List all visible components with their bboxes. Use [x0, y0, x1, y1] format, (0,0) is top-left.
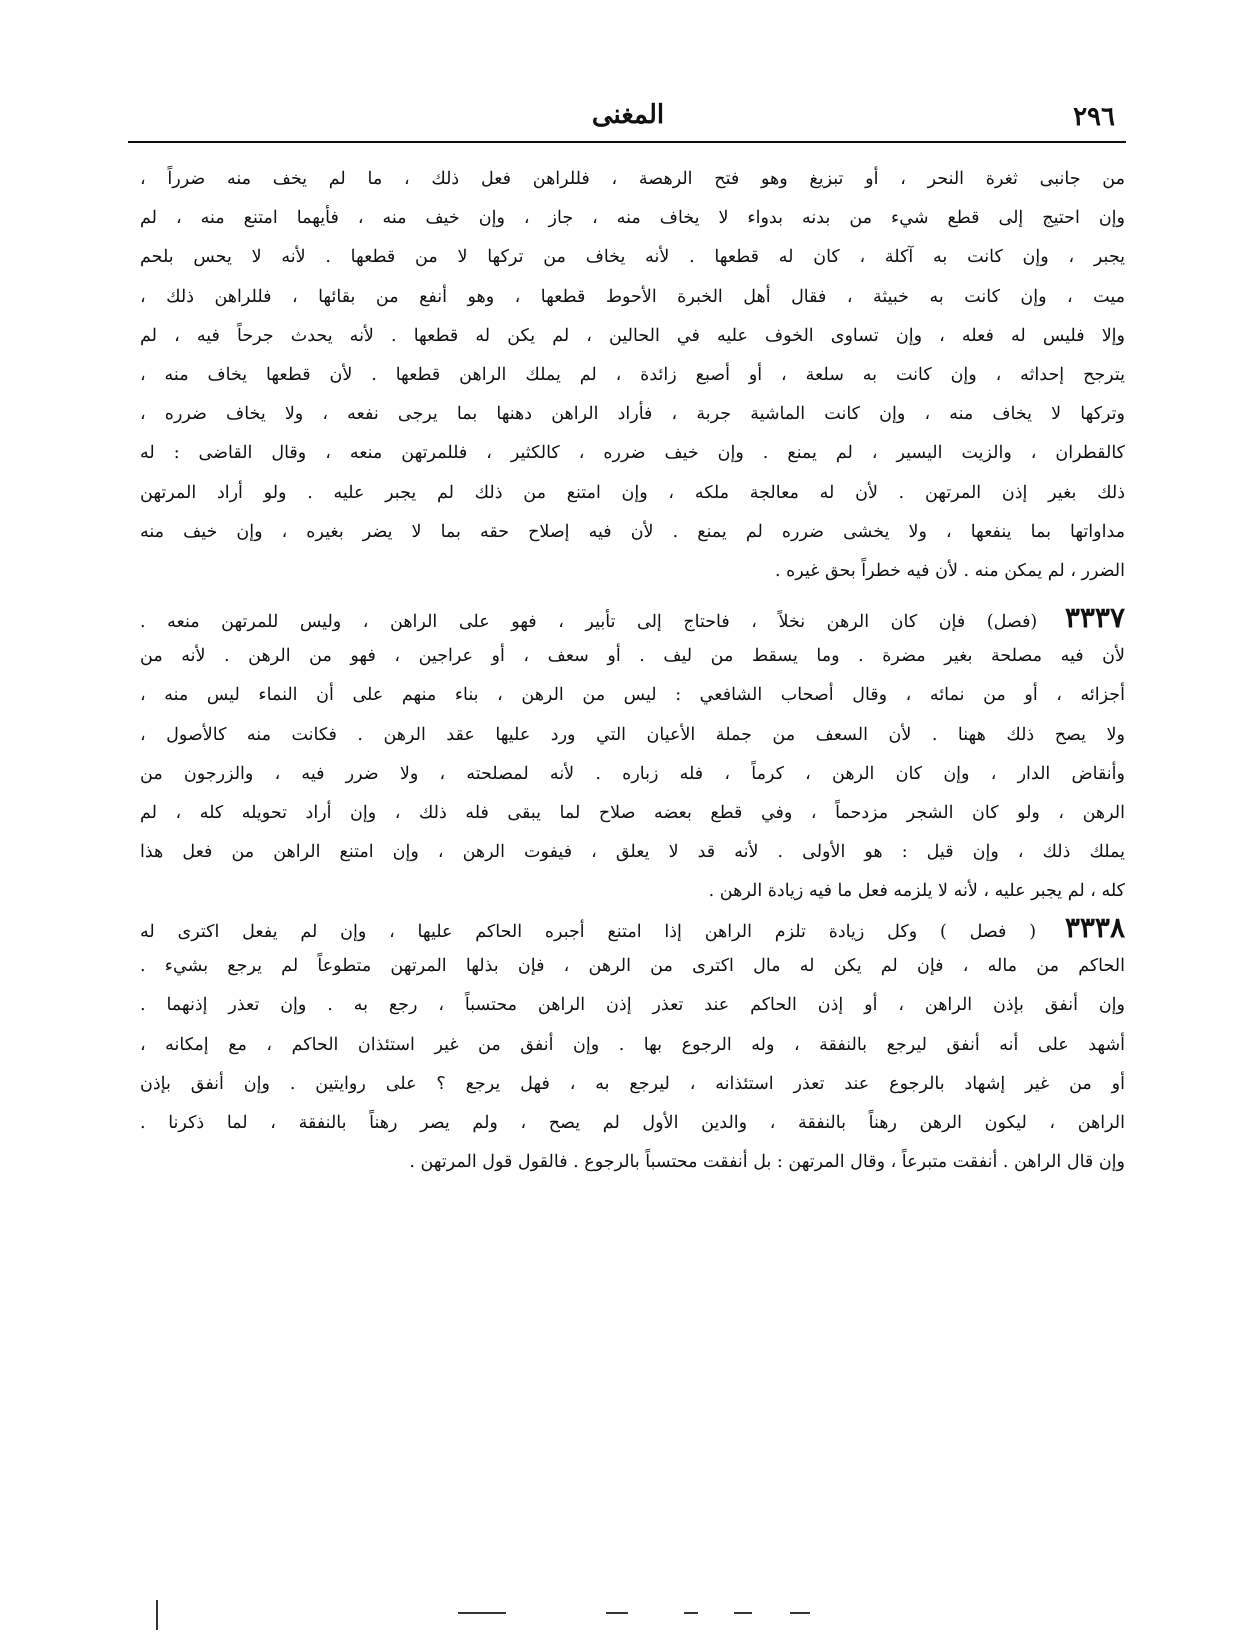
margin-scan-mark — [156, 1600, 158, 1630]
text-line: كالقطران ، والزيت اليسير ، لم يمنع . وإن خيف ضرره ، كالكثير ، فللمرتهن منعه ، وقال القاضى : له — [140, 443, 1125, 464]
text-line: ذلك بغير إذن المرتهن . لأن له معالجة ملكه ، وإن امتنع من ذلك لم يجبر عليه . ولو أراد المرتهن — [140, 482, 1125, 503]
book-title: المغنى — [591, 100, 665, 130]
text-line: ( فصل ) وكل زيادة تلزم الراهن إذا امتنع أجبره الحاكم عليها ، وإن لم يفعل اكترى له — [140, 922, 1037, 942]
text-line: (فصل) فإن كان الرهن نخلاً ، فاحتاج إلى تأبير ، فهو على الراهن ، وليس للمرتهن منعه . — [140, 612, 1038, 632]
section-number: ٣٣٣٧ — [1064, 601, 1125, 634]
text-line: الرهن ، ولو كان الشجر مزدحماً ، وفي قطع بعضه صلاح لما يبقى فله ذلك ، وإن أراد تحويله كله ، لم — [140, 802, 1125, 823]
text-line: وتركها لا يخاف منه ، وإن كانت الماشية جربة ، فأراد الراهن دهنها بما يرجى نفعه ، ولا يخاف ضرره ، — [140, 404, 1125, 425]
paragraph-1 — [140, 160, 1125, 591]
text-line: يجبر ، وإن كانت به آكلة ، كان له قطعها . لأنه يخاف من تركها لا من قطعها . لأنه لا يحس بلحم — [140, 247, 1125, 268]
text-line: وإن أنفق بإذن الراهن ، أو إذن الحاكم عند تعذر إذن الراهن محتسباً ، رجع به . وإن تعذر إذنهما . — [140, 995, 1125, 1016]
header-rule — [128, 141, 1126, 143]
footer-scan-mark — [606, 1612, 628, 1614]
text-line: أجزائه ، أو من نمائه ، وقال أصحاب الشافعي : ليس من الرهن ، بناء منهم على أن النماء ليس منه ، — [140, 685, 1125, 706]
text-line: يترجح إحداثه ، وإن كانت به سلعة ، أو أصبع زائدة ، لم يملك الراهن قطعها . لأن قطعها يخاف منه ، — [140, 364, 1125, 385]
text-line: الراهن ، ليكون الرهن رهناً بالنفقة ، والدين الأول لم يصح ، ولم يصر رهناً بالنفقة ، لما ذكرنا . — [140, 1112, 1125, 1133]
text-line: كله ، لم يجبر عليه ، لأنه لا يلزمه فعل ما فيه زيادة الرهن . — [708, 881, 1125, 902]
text-line: أشهد على أنه أنفق ليرجع بالنفقة ، وله الرجوع بها . وإن أنفق من غير استئذان الحاكم ، مع إمكانه ، — [140, 1034, 1125, 1055]
text-line: وإن احتيج إلى قطع شيء من بدنه بدواء لا يخاف منه ، جاز ، وإن خيف منه ، فأيهما امتنع منه ، لم — [140, 208, 1125, 229]
text-line: وأنقاض الدار ، وإن كان الرهن ، كرماً ، فله زباره . لأنه لمصلحته ، ولا ضرر فيه ، والزرجون من — [140, 763, 1125, 784]
text-line: لأن فيه مصلحة بغير مضرة . وما يسقط من ليف . أو سعف ، أو عراجين ، فهو من الرهن . لأنه من — [140, 646, 1125, 667]
section-3338 — [140, 908, 1125, 1182]
text-line: ولا يصح ذلك ههنا . لأن السعف من جملة الأعيان التي ورد عليها عقد الرهن . فكانت منه كالأصول ، — [140, 724, 1125, 745]
text-line: مداواتها بما ينفعها ، ولا يخشى ضرره لم يمنع . لأن فيه إصلاح حقه بما لا يضر بغيره ، وإن خيف منه — [140, 521, 1125, 542]
text-line: وإن قال الراهن . أنفقت متبرعاً ، وقال المرتهن : بل أنفقت محتسباً بالرجوع . فالقول قول المرتهن . — [409, 1152, 1125, 1173]
text-line: الضرر ، لم يمكن منه . لأن فيه خطراً بحق غيره . — [775, 560, 1125, 581]
text-line: وإلا فليس له فعله ، وإن تساوى الخوف عليه في الحالين ، لم يكن له قطعها . لأنه يحدث جرحاً فيه ، لم — [140, 325, 1125, 346]
page-header — [133, 96, 1123, 136]
footer-scan-mark — [790, 1612, 810, 1614]
text-line: يملك ذلك ، وإن قيل : هو الأولى . لأنه قد لا يعلق ، فيفوت الرهن ، وإن امتنع الراهن من فعل هذا — [140, 842, 1125, 863]
section-first-line — [140, 598, 1125, 637]
section-3337 — [140, 598, 1125, 912]
footer-scan-mark — [734, 1612, 752, 1614]
footer-scan-mark — [684, 1612, 698, 1614]
section-first-line — [140, 908, 1125, 947]
text-line: من جانبى ثغرة النحر ، أو تبزيغ وهو فتح الرهصة ، فللراهن فعل ذلك ، ما لم يخف منه ضرراً ، — [140, 169, 1125, 189]
text-line: ميت ، وإن كانت به خبيثة ، فقال أهل الخبرة الأحوط قطعها ، وهو أنفع من بقائها ، فللراهن ذلك ، — [140, 286, 1125, 307]
footer-scan-mark — [458, 1612, 506, 1614]
section-number: ٣٣٣٨ — [1064, 911, 1125, 944]
text-line: الحاكم من ماله ، فإن لم يكن له مال اكترى من الرهن ، فإن بذلها المرتهن متطوعاً لم يرجع بشيء . — [140, 956, 1125, 977]
page-number: ٢٩٦ — [1073, 102, 1115, 132]
text-line: أو من غير إشهاد بالرجوع عند تعذر استئذانه ، ليرجع به ، فهل يرجع ؟ على روايتين . وإن أنفق بإذن — [140, 1073, 1125, 1094]
